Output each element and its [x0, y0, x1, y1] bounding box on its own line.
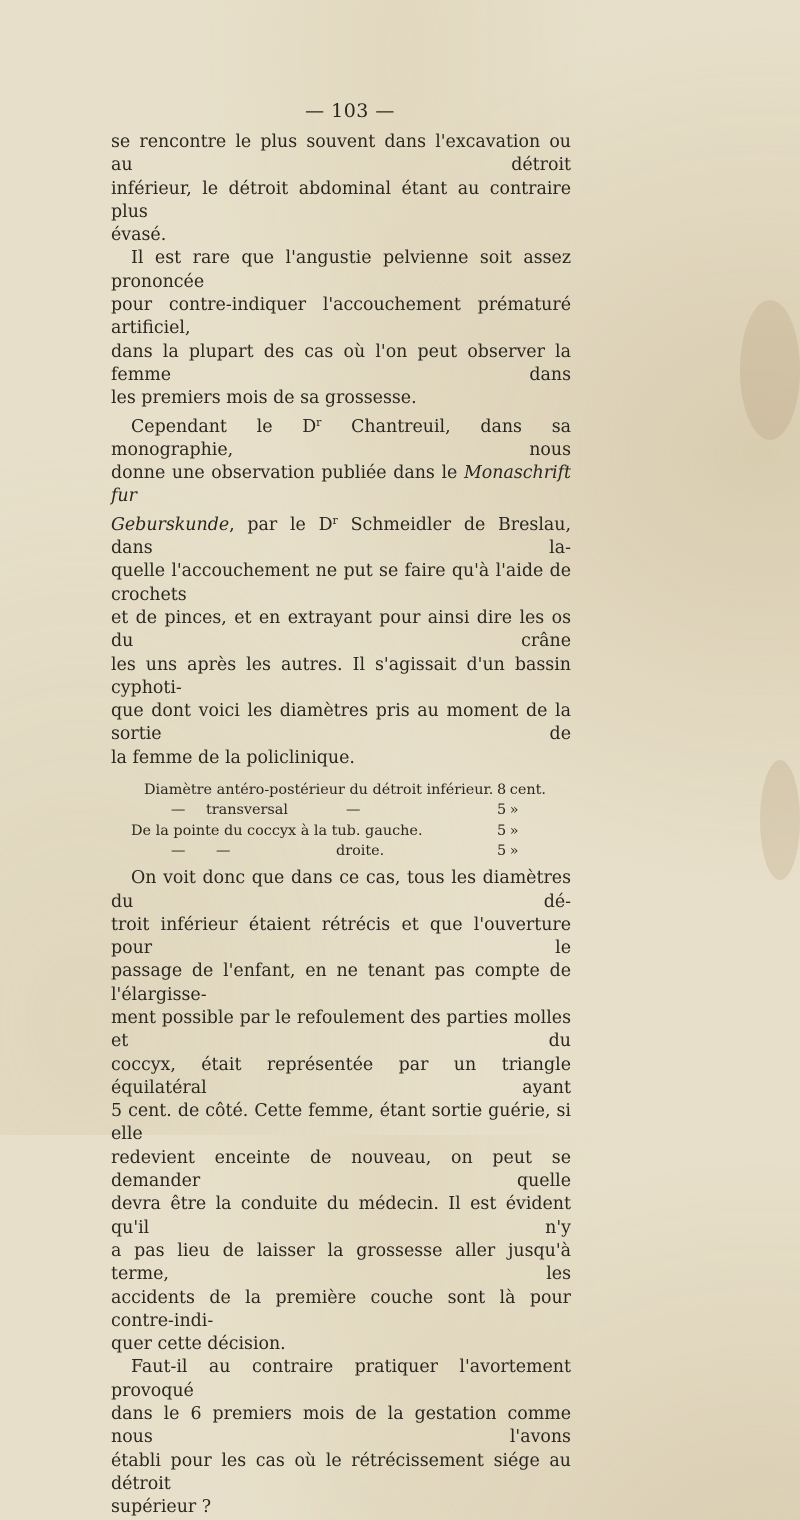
text-span: —	[171, 802, 186, 819]
paper-stain	[740, 300, 800, 440]
text-span: —	[346, 802, 361, 819]
table-row	[111, 800, 546, 820]
text-line	[111, 462, 571, 509]
table-cell-label	[111, 841, 493, 861]
text-line: redevient enceinte de nouveau, on peut se demander quelle	[111, 1147, 571, 1192]
text-line: les premiers mois de sa grossesse.	[111, 388, 417, 409]
text-line: 5 cent. de côté. Cette femme, étant sortie guérie, si elle	[111, 1101, 571, 1145]
text-line: troit inférieur étaient rétrécis et que l'ouverture pour le	[111, 914, 571, 959]
table-row	[111, 841, 546, 861]
text-span: —	[171, 842, 186, 859]
superscript: r	[316, 415, 322, 429]
text-line: pour contre-indiquer l'accouchement prématuré artificiel,	[111, 295, 571, 339]
text-line: se rencontre le plus souvent dans l'excavation ou au détroit	[111, 132, 571, 176]
table-cell-unit: »	[509, 842, 519, 859]
text-line: la femme de la policlinique.	[111, 747, 355, 768]
paragraph-2	[111, 247, 571, 410]
table-cell-label	[111, 821, 493, 841]
text-line: Faut-il au contraire pratiquer l'avortement provoqué	[111, 1357, 571, 1401]
text-line: quelle l'accouchement ne put se faire qu'à l'aide de crochets	[111, 561, 571, 605]
text-line	[111, 411, 571, 463]
text-line	[111, 509, 571, 561]
text-span: transversal	[206, 802, 288, 819]
table-cell-value: 5	[497, 822, 507, 839]
text-line: dans la plupart des cas où l'on peut observer la femme dans	[111, 341, 571, 385]
text-span: droite.	[336, 842, 385, 859]
superscript: r	[332, 513, 338, 527]
text-line: accidents de la première couche sont là pour contre-indi-	[111, 1287, 571, 1331]
text-line: Il est rare que l'angustie pelvienne soit assez prononcée	[111, 248, 571, 292]
paragraph-5	[111, 1356, 571, 1519]
table-cell-label	[111, 780, 493, 800]
table-cell-label	[111, 800, 493, 820]
table-cell-unit: cent.	[509, 782, 546, 799]
paragraph-3	[111, 411, 571, 770]
text-line: inférieur, le détroit abdominal étant au contraire plus	[111, 178, 571, 222]
table-cell-value: 5	[497, 842, 507, 859]
table-cell-value: 8	[497, 782, 507, 799]
diameter-table	[111, 780, 546, 861]
journal-title: Monaschrift fur	[111, 463, 571, 507]
paragraph-4	[111, 867, 571, 1356]
text-line: ment possible par le refoulement des parties molles et du	[111, 1007, 571, 1052]
text-line: On voit donc que dans ce cas, tous les diamètres du dé-	[111, 868, 571, 912]
text-line: et de pinces, et en extrayant pour ainsi dire les os du crâne	[111, 607, 571, 652]
text-line: a pas lieu de laisser la grossesse aller jusqu'à terme, les	[111, 1240, 571, 1285]
text-span: Diamètre antéro-postérieur du détroit inférieur.	[144, 782, 494, 799]
text-line: dans le 6 premiers mois de la gestation comme nous l'avons	[111, 1404, 571, 1448]
paragraph-1	[111, 131, 571, 247]
text-span: Schmeidler de Breslau, dans la-	[111, 514, 571, 559]
text-line: évasé.	[111, 225, 167, 246]
journal-title: Geburskunde	[111, 514, 230, 535]
table-row	[111, 780, 546, 800]
text-line: devra être la conduite du médecin. Il est évident qu'il n'y	[111, 1194, 571, 1238]
text-line: quer cette décision.	[111, 1334, 286, 1355]
text-line: supérieur ?	[111, 1497, 212, 1518]
text-span: , par le D	[229, 514, 333, 535]
body-text	[111, 131, 571, 1520]
text-span: donne une observation publiée dans le	[111, 463, 464, 484]
text-span: —	[216, 842, 231, 859]
paper-stain	[760, 760, 800, 880]
table-cell-unit: »	[509, 802, 519, 819]
text-line: que dont voici les diamètres pris au moment de la sortie de	[111, 701, 571, 745]
text-span: Chantreuil, dans sa monographie, nous	[111, 416, 571, 460]
text-line: coccyx, était représentée par un triangle équilatéral ayant	[111, 1054, 571, 1098]
text-line: établi pour les cas où le rétrécissement siége au détroit	[111, 1450, 571, 1494]
text-line: les uns après les autres. Il s'agissait d'un bassin cyphoti-	[111, 654, 571, 698]
table-cell-value: 5	[497, 802, 507, 819]
text-line: passage de l'enfant, en ne tenant pas compte de l'élargisse-	[111, 961, 571, 1005]
table-cell-unit: »	[509, 822, 519, 839]
page-number: — 103 —	[305, 100, 395, 122]
text-span: Cependant le D	[131, 416, 317, 437]
text-span: De la pointe du coccyx à la tub. gauche.	[131, 822, 423, 839]
table-row	[111, 821, 546, 841]
